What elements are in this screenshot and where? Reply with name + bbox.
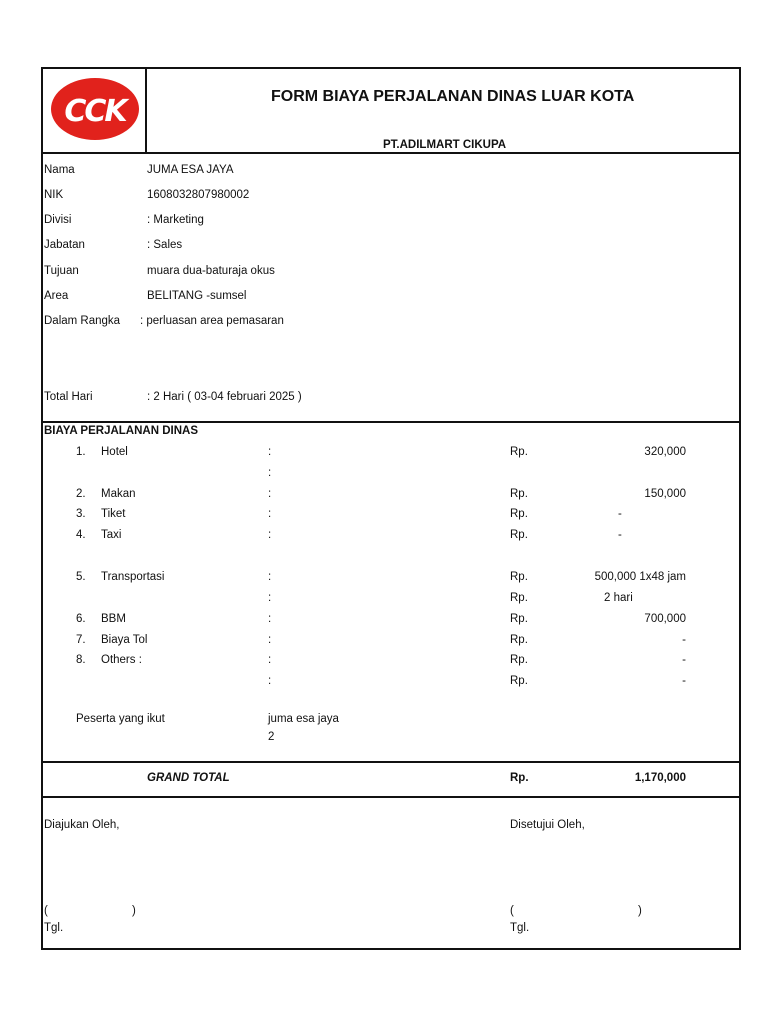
diajukan-label: Diajukan Oleh,	[44, 819, 120, 831]
biaya-row-number: 5.	[76, 571, 86, 583]
biaya-row-amount: 700,000	[644, 613, 686, 625]
grand-total-label: GRAND TOTAL	[147, 772, 230, 784]
left-sign-open: (	[44, 905, 48, 917]
divider-info	[43, 421, 739, 423]
cck-logo	[47, 72, 143, 150]
biaya-section-title: BIAYA PERJALANAN DINAS	[44, 425, 199, 437]
grand-total-rp: Rp.	[510, 772, 529, 784]
peserta-value: juma esa jaya	[268, 713, 339, 725]
biaya-row-number: 3.	[76, 508, 86, 520]
rangka-value: : perluasan area pemasaran	[140, 315, 284, 327]
biaya-row-rp: Rp.	[510, 654, 528, 666]
left-tgl: Tgl.	[44, 922, 64, 934]
company-name: PT.ADILMART CIKUPA	[383, 139, 507, 151]
tujuan-label: Tujuan	[44, 265, 79, 277]
disetujui-label: Disetujui Oleh,	[510, 819, 585, 831]
peserta-label: Peserta yang ikut	[76, 713, 165, 725]
biaya-row-amount: -	[682, 654, 686, 666]
left-sign-close: )	[132, 905, 136, 917]
biaya-row-amount: -	[618, 508, 622, 520]
divisi-label: Divisi	[44, 214, 72, 226]
biaya-row-label: Hotel	[101, 446, 128, 458]
biaya-row-label: Tiket	[101, 508, 126, 520]
biaya-row-amount: -	[682, 634, 686, 646]
grand-total-amount: 1,170,000	[634, 772, 686, 784]
nik-value: 1608032807980002	[147, 189, 250, 201]
logo-cell	[43, 69, 147, 153]
biaya-row-rp: Rp.	[510, 488, 528, 500]
biaya-row-rp: Rp.	[510, 592, 528, 604]
peserta-count: 2	[268, 731, 275, 743]
biaya-row-number: 4.	[76, 529, 86, 541]
divider-total-top	[43, 761, 739, 763]
biaya-row-amount: -	[682, 675, 686, 687]
divider-total-bottom	[43, 796, 739, 798]
biaya-row-colon: :	[268, 508, 272, 520]
logo-text: CCK	[64, 94, 126, 129]
biaya-row-label: Taxi	[101, 529, 122, 541]
biaya-row-rp: Rp.	[510, 508, 528, 520]
biaya-row-amount: -	[618, 529, 622, 541]
biaya-row-number: 8.	[76, 654, 86, 666]
biaya-row-rp: Rp.	[510, 613, 528, 625]
biaya-row-label: Biaya Tol	[101, 634, 148, 646]
biaya-row-colon: :	[268, 634, 272, 646]
area-label: Area	[44, 290, 69, 302]
divisi-value: : Marketing	[147, 214, 204, 226]
biaya-row-colon: :	[268, 446, 272, 458]
biaya-row-colon: :	[268, 488, 272, 500]
biaya-row-label: Others :	[101, 654, 142, 666]
form-title: FORM BIAYA PERJALANAN DINAS LUAR KOTA	[271, 88, 635, 105]
biaya-row-number: 6.	[76, 613, 86, 625]
biaya-row-number: 1.	[76, 446, 86, 458]
biaya-row-label: BBM	[101, 613, 126, 625]
biaya-row-amount: 320,000	[644, 446, 686, 458]
biaya-row-rp: Rp.	[510, 571, 528, 583]
biaya-row-colon: :	[268, 613, 272, 625]
nik-label: NIK	[44, 189, 64, 201]
area-value: BELITANG -sumsel	[147, 290, 247, 302]
nama-label: Nama	[44, 164, 75, 176]
biaya-row-colon: :	[268, 571, 272, 583]
nama-value: JUMA ESA JAYA	[147, 164, 234, 176]
biaya-row-rp: Rp.	[510, 634, 528, 646]
biaya-row-colon: :	[268, 592, 272, 604]
biaya-row-colon: :	[268, 529, 272, 541]
biaya-row-rp: Rp.	[510, 446, 528, 458]
biaya-row-rp: Rp.	[510, 529, 528, 541]
jabatan-label: Jabatan	[44, 239, 85, 251]
biaya-row-label: Transportasi	[101, 571, 165, 583]
right-sign-close: )	[638, 905, 642, 917]
form-frame	[41, 67, 741, 950]
jabatan-value: : Sales	[147, 239, 183, 251]
biaya-row-amount: 2 hari	[604, 592, 633, 604]
biaya-row-amount: 150,000	[644, 488, 686, 500]
biaya-row-colon: :	[268, 675, 272, 687]
right-sign-open: (	[510, 905, 514, 917]
biaya-row-number: 7.	[76, 634, 86, 646]
divider-header	[43, 152, 739, 154]
biaya-row-colon: :	[268, 467, 272, 479]
biaya-row-number: 2.	[76, 488, 86, 500]
tujuan-value: muara dua-baturaja okus	[147, 265, 275, 277]
totalhari-label: Total Hari	[44, 391, 93, 403]
rangka-label: Dalam Rangka	[44, 315, 121, 327]
biaya-row-rp: Rp.	[510, 675, 528, 687]
biaya-row-colon: :	[268, 654, 272, 666]
biaya-row-label: Makan	[101, 488, 136, 500]
totalhari-value: : 2 Hari ( 03-04 februari 2025 )	[147, 391, 302, 403]
biaya-row-amount: 500,000 1x48 jam	[594, 571, 686, 583]
right-tgl: Tgl.	[510, 922, 530, 934]
